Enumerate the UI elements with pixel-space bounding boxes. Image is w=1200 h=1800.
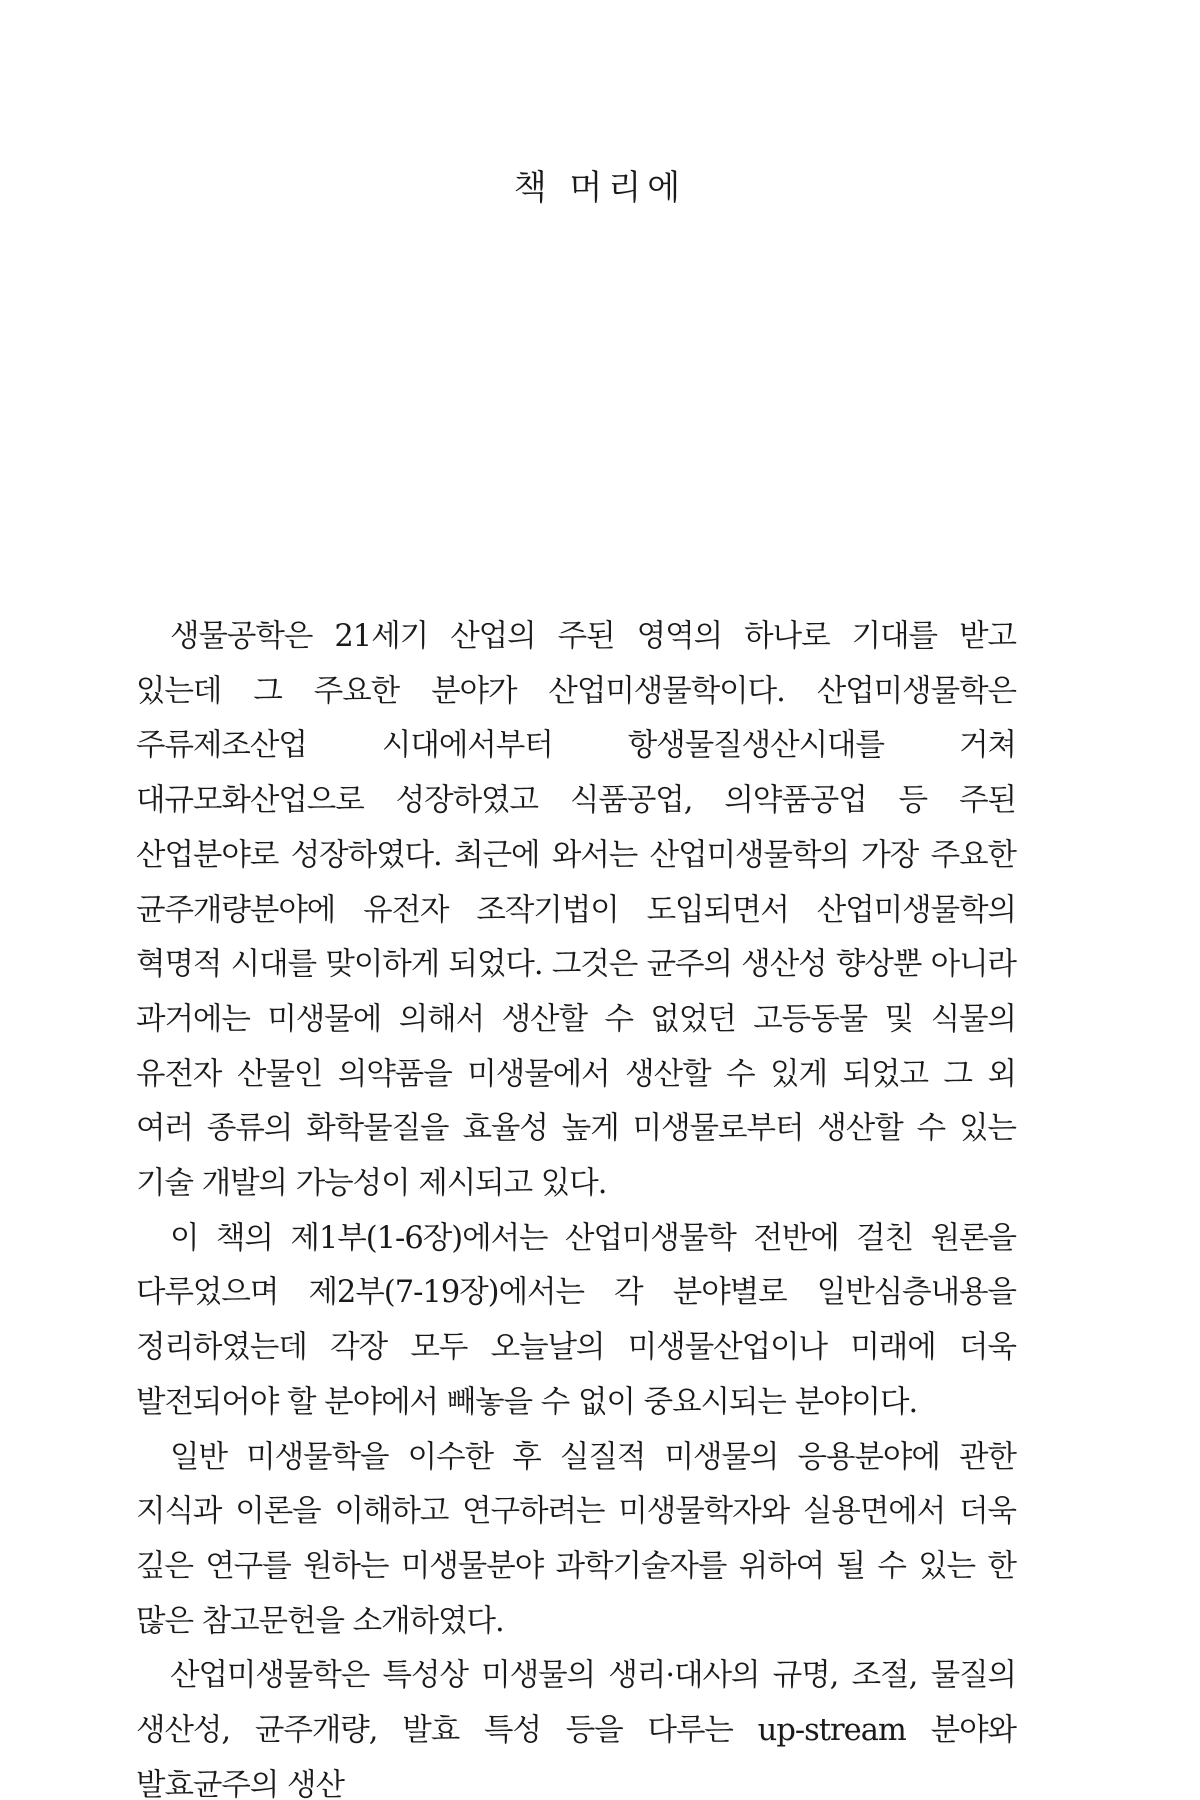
page-title: 책 머리에 (513, 168, 687, 208)
paragraph-4: 산업미생물학은 특성상 미생물의 생리·대사의 규명, 조절, 물질의 생산성, 균주개량, 발효 특성 등을 다루는 up-stream 분야와 발효균주의 생산 (136, 1658, 1016, 1800)
paragraph-2: 이 책의 제1부(1-6장)에서는 산업미생물학 전반에 걸친 원론을 다루었으며 제2부(7-19장)에서는 각 분야별로 일반심층내용을 정리하였는데 각장 모두 오늘날의 미생물산업이나 미래에 더욱 발전되어야 할 분야에서 빼놓을 수 없이 중요시되는 분야이다. (136, 1220, 1016, 1420)
paragraph-3: 일반 미생물학을 이수한 후 실질적 미생물의 응용분야에 관한 지식과 이론을 이해하고 연구하려는 미생물학자와 실용면에서 더욱 깊은 연구를 원하는 미생물분야 과학기술자를 위하여 될 수 있는 한 많은 참고문헌을 소개하였다. (136, 1439, 1016, 1639)
paragraph-1: 생물공학은 21세기 산업의 주된 영역의 하나로 기대를 받고 있는데 그 주요한 분야가 산업미생물학이다. 산업미생물학은 주류제조산업 시대에서부터 항생물질생산시대를 거쳐 대규모화산업으로 성장하였고 식품공업, 의약품공업 등 주된 산업분야로 성장하였다. 최근에 와서는 산업미생물학의 가장 주요한 균주개량분야에 유전자 조작기법이 도입되면서 산업미생물학의 혁명적 시대를 맞이하게 되었다. 그것은 균주의 생산성 향상뿐 아니라 과거에는 미생물에 의해서 생산할 수 없었던 고등동물 및 식물의 유전자 산물인 의약품을 미생물에서 생산할 수 있게 되었고 그 외 여러 종류의 화학물질을 효율성 높게 미생물로부터 생산할 수 있는 기술 개발의 가능성이 제시되고 있다. (136, 619, 1016, 1202)
body-text (136, 610, 1016, 1800)
